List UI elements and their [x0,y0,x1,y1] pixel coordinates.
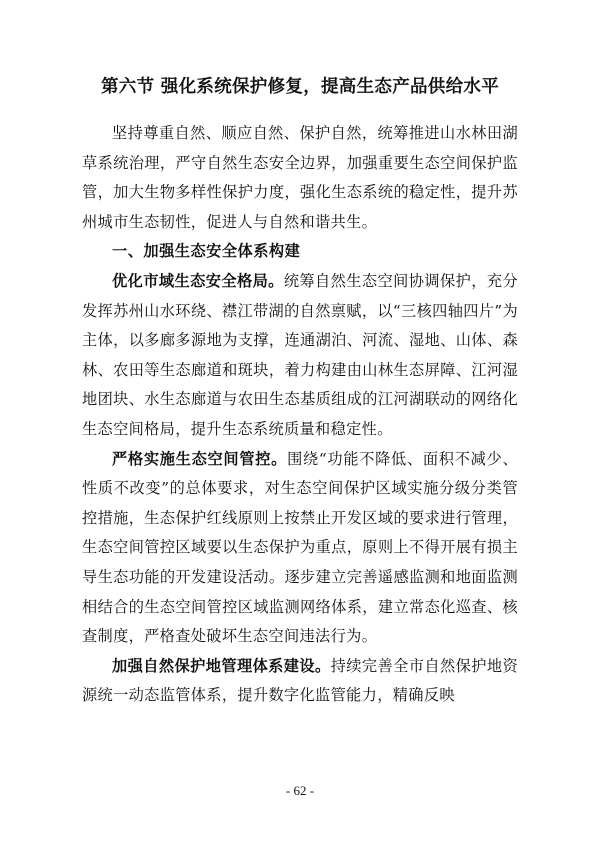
paragraph-lead: 优化市域生态安全格局。 [112,271,284,290]
paragraph-text: 持续完善全市自然保护地资源统一动态监管体系，提升数字化监管能力，精确反映 [82,656,518,705]
section-title: 第六节 强化系统保护修复，提高生态产品供给水平 [101,77,499,97]
paragraph-lead: 加强自然保护地管理体系建设。 [112,656,331,675]
paragraph-lead: 严格实施生态空间管控。 [112,449,288,468]
page-number: - 62 - [285,783,315,798]
intro-paragraph: 坚持尊重自然、顺应自然、保护自然，统筹推进山水林田湖草系统治理，严守自然生态安全边界，加强重要生态空间保护监管，加大生物多样性保护力度，强化生态系统的稳定性，提升苏州城市生态韧性，促进人与自然和谐共生。 [82,124,518,231]
paragraph-text: 统筹自然生态空间协调保护，充分发挥苏州山水环绕、襟江带湖的自然禀赋，以“三核四轴四片”为主体，以多廊多源地为支撑，连通湖泊、河流、湿地、山体、森林、农田等生态廊道和斑块，着力构建由山林生态屏障、江河湿地团块、水生态廊道与农田生态基质组成的江河湖联动的网络化生态空间格局，提升生态系统质量和稳定性。 [82,271,519,438]
paragraph-text: 围绕“功能不降低、面积不减少、性质不改变”的总体要求，对生态空间保护区域实施分级分类管控措施，生态保护红线原则上按禁止开发区域的要求进行管理，生态空间管控区域要以生态保护为重点，原则上不得开展有损主导生态功能的开发建设活动。逐步建立完善遥感监测和地面监测相结合的生态空间管控区域监测网络体系，建立常态化巡查、核查制度，严格查处破坏生态空间违法行为。 [82,449,519,646]
paragraph-nature-reserve-management [82,652,518,711]
paragraph-ecological-security-pattern [82,267,518,445]
body-text [82,119,518,711]
paragraph-ecological-space-control [82,445,518,652]
subsection-heading: 一、加强生态安全体系构建 [112,242,301,261]
